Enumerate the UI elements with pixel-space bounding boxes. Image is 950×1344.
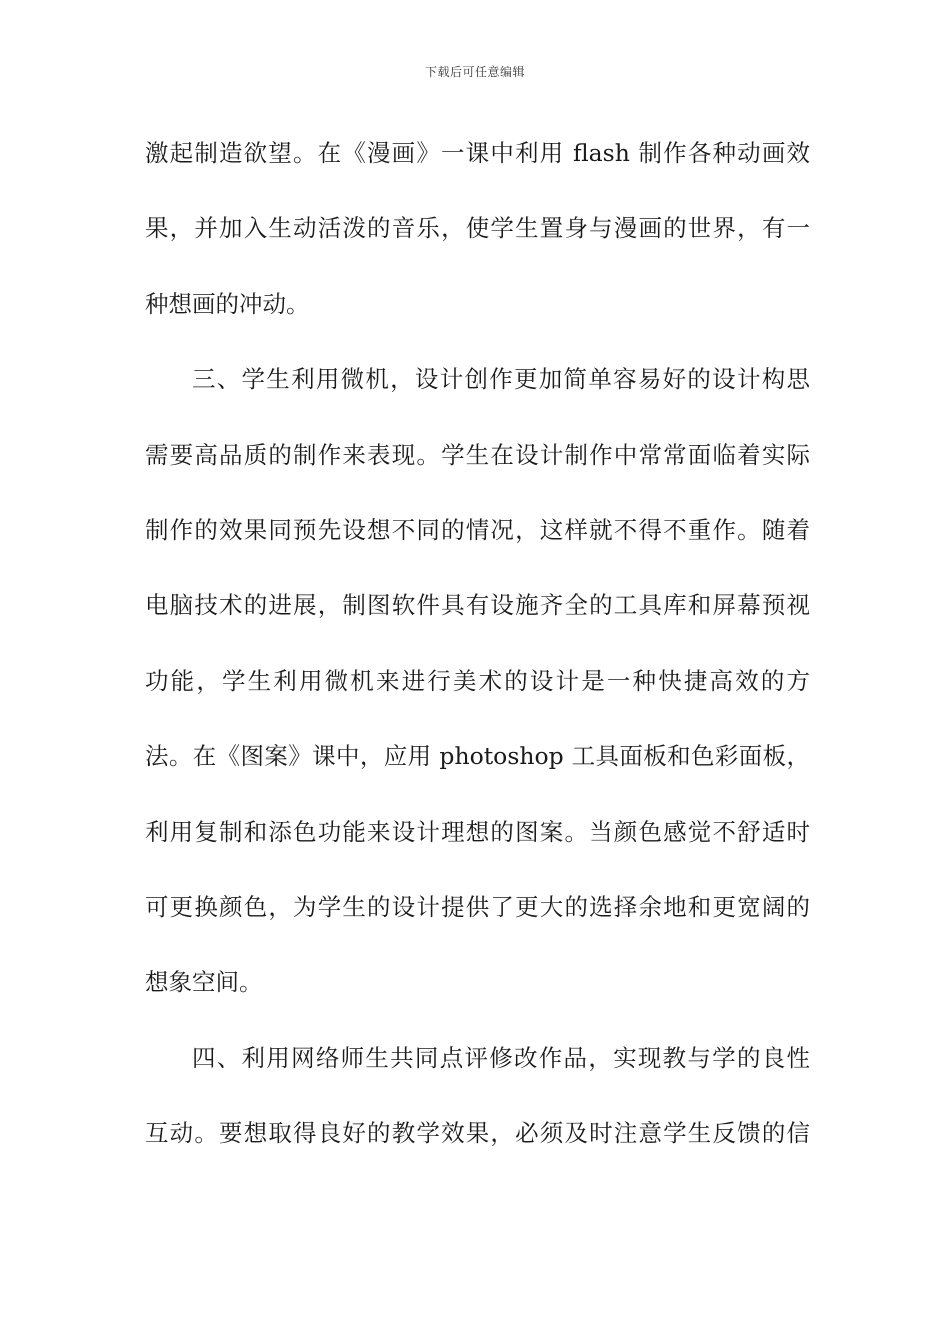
text-line: 制作的效果同预先设想不同的情况，这样就不得不重作。随着 bbox=[145, 515, 810, 544]
text-line: 需要高品质的制作来表现。学生在设计制作中常常面临着实际 bbox=[145, 440, 810, 469]
text-line: 激起制造欲望。在《漫画》一课中利用 flash 制作各种动画效 bbox=[145, 139, 810, 167]
text-line: 果，并加入生动活泼的音乐，使学生置身与漫画的世界，有一 bbox=[145, 214, 810, 243]
text-line: 互动。要想取得良好的教学效果，必须及时注意学生反馈的信 bbox=[145, 1119, 810, 1148]
paragraph-start-line: 三、学生利用微机，设计创作更加简单容易好的设计构思 bbox=[192, 365, 810, 394]
body-text bbox=[145, 128, 810, 1183]
text-line: 种想画的冲动。 bbox=[145, 289, 310, 318]
text-line: 电脑技术的进展，制图软件具有设施齐全的工具库和屏幕预视 bbox=[145, 591, 810, 620]
text-line: 可更换颜色，为学生的设计提供了更大的选择余地和更宽阔的 bbox=[145, 892, 810, 921]
paragraph-start-line: 四、利用网络师生共同点评修改作品，实现教与学的良性 bbox=[192, 1043, 810, 1072]
text-line: 功能，学生利用微机来进行美术的设计是一种快捷高效的方 bbox=[145, 666, 810, 695]
page-header: 下载后可任意编辑 bbox=[424, 65, 525, 79]
text-line: 想象空间。 bbox=[145, 968, 263, 997]
text-line: 利用复制和添色功能来设计理想的图案。当颜色感觉不舒适时 bbox=[145, 817, 810, 846]
text-line: 法。在《图案》课中，应用 photoshop 工具面板和色彩面板， bbox=[145, 742, 810, 771]
